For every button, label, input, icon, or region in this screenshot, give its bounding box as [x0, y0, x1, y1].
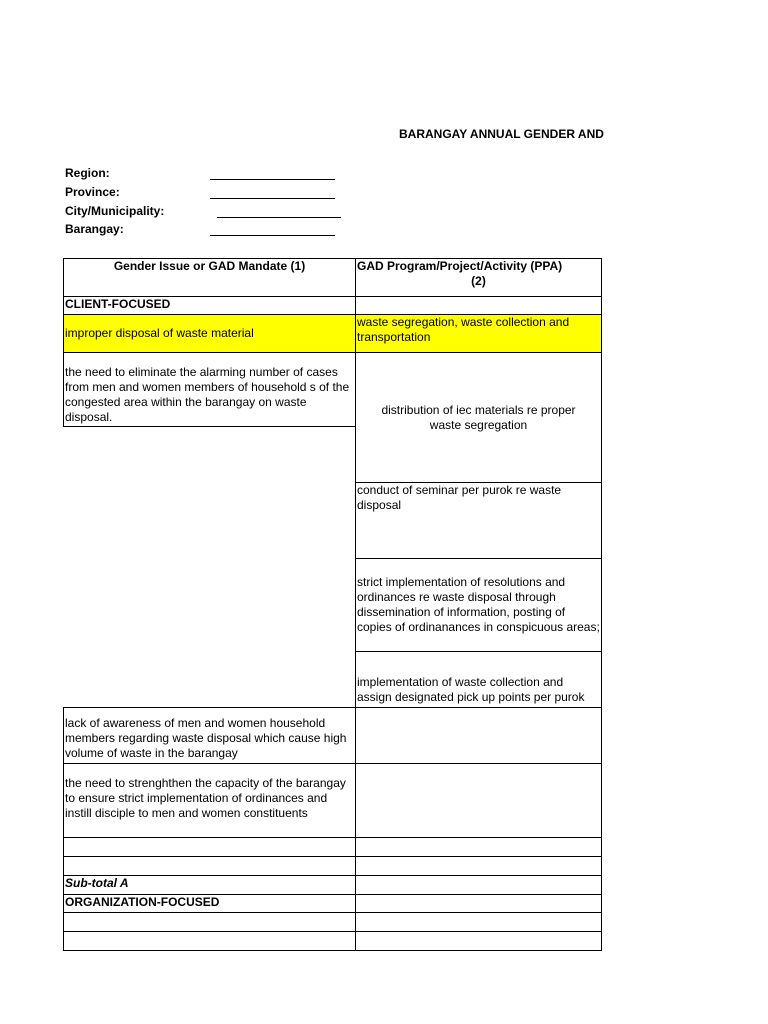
- ppa-iec-cell: [356, 353, 602, 483]
- org-focused-label: ORGANIZATION-FOCUSED: [64, 895, 356, 913]
- gad-plan-table: [63, 258, 602, 951]
- province-label: Province:: [65, 185, 120, 199]
- table-row: [64, 559, 602, 652]
- table-row: [64, 652, 602, 708]
- col2-header-line1: GAD Program/Project/Activity (PPA): [357, 259, 563, 273]
- ppa-strict-cell: strict implementation of resolutions and ordinances re waste disposal through dissemination of information, posting of copies of ordinanances in conspicuous areas;: [356, 559, 602, 652]
- province-field-line: [210, 198, 335, 199]
- client-focused-label: CLIENT-FOCUSED: [64, 297, 356, 315]
- issue-cases-cell: the need to eliminate the alarming number of cases from men and women members of household s of the congested area within the barangay on waste disposal.: [64, 353, 356, 427]
- issue-capacity-cell: the need to strenghthen the capacity of the barangay to ensure strict implementation of ordinances and instill disciple to men and women constituents: [64, 764, 356, 838]
- region-label: Region:: [65, 166, 110, 180]
- org-focused-row: [64, 895, 602, 913]
- table-row: [64, 353, 602, 427]
- col2-header-line2: (2): [471, 274, 486, 288]
- ppa-collection-cell: implementation of waste collection and assign designated pick up points per purok: [356, 652, 602, 708]
- header-row: [64, 259, 602, 297]
- subtotal-a-label: Sub-total A: [64, 876, 356, 895]
- city-label: City/Municipality:: [65, 204, 165, 218]
- table-row: [64, 764, 602, 838]
- ppa-waste-cell: waste segregation, waste collection and transportation: [356, 315, 602, 353]
- table-row: [64, 708, 602, 764]
- subtotal-row: [64, 876, 602, 895]
- table-row: [64, 315, 602, 353]
- client-focused-row: [64, 297, 602, 315]
- table-row: [64, 932, 602, 951]
- issue-waste-cell: improper disposal of waste material: [64, 315, 356, 353]
- table-row: [64, 838, 602, 857]
- issue-awareness-cell: lack of awareness of men and women household members regarding waste disposal which cause high volume of waste in the barangay: [64, 708, 356, 764]
- city-field-line: [217, 217, 341, 218]
- ppa-seminar-cell: conduct of seminar per purok re waste disposal: [356, 483, 602, 559]
- table-row: [64, 857, 602, 876]
- region-field-line: [210, 179, 335, 180]
- document-title: BARANGAY ANNUAL GENDER AND: [399, 127, 604, 141]
- col1-header: Gender Issue or GAD Mandate (1): [64, 259, 356, 297]
- col2-header: [356, 259, 602, 297]
- table-row: [64, 483, 602, 559]
- barangay-field-line: [210, 235, 335, 236]
- ppa-iec-text: distribution of iec materials re proper waste segregation: [381, 402, 576, 432]
- barangay-label: Barangay:: [65, 222, 124, 236]
- table-row: [64, 913, 602, 932]
